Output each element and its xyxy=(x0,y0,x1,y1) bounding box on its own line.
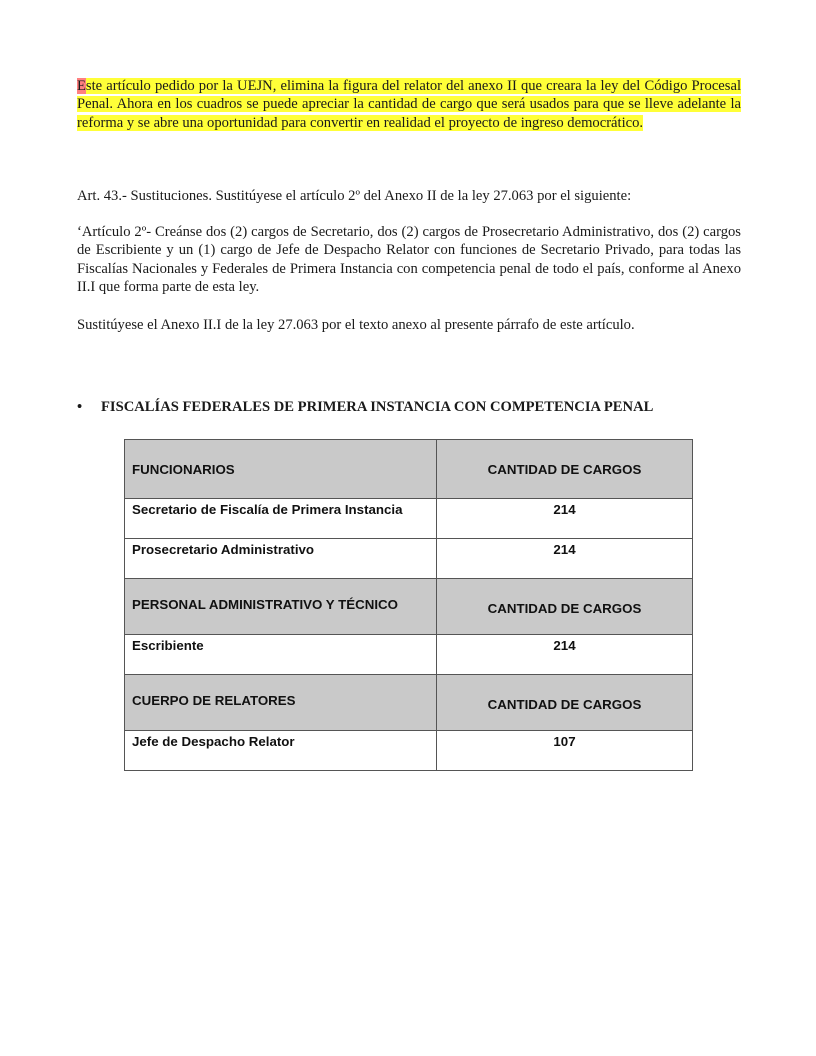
table-header-row xyxy=(125,440,693,499)
table-header-row xyxy=(125,675,693,731)
article-heading: Art. 43.- Sustituciones. Sustitúyese el artículo 2º del Anexo II de la ley 27.063 por el siguiente: xyxy=(77,188,632,204)
section-heading xyxy=(77,398,777,416)
table-row xyxy=(125,731,693,771)
role-cell: Escribiente xyxy=(125,635,437,675)
highlighted-note xyxy=(77,77,741,132)
section-title: FISCALÍAS FEDERALES DE PRIMERA INSTANCIA CON COMPETENCIA PENAL xyxy=(101,399,654,415)
bullet-icon: • xyxy=(77,399,83,415)
count-header: CANTIDAD DE CARGOS xyxy=(437,675,693,731)
table-header-row xyxy=(125,579,693,635)
role-cell: Secretario de Fiscalía de Primera Instancia xyxy=(125,499,437,539)
count-cell: 214 xyxy=(437,539,693,579)
count-header: CANTIDAD DE CARGOS xyxy=(437,440,693,499)
group-header: FUNCIONARIOS xyxy=(125,440,437,499)
count-cell: 214 xyxy=(437,635,693,675)
count-cell: 214 xyxy=(437,499,693,539)
article-quote: ‘Artículo 2º- Creánse dos (2) cargos de Secretario, dos (2) cargos de Prosecretario Administrativo, dos (2) cargos de Escribiente y un (1) cargo de Jefe de Despacho Relator con funciones de Secretario Privado, para todas las Fiscalías Nacionales y Federales de Primera Instancia con competencia penal de todo el país, conforme al Anexo II.I que forma parte de esta ley. xyxy=(77,224,741,295)
article-substitution: Sustitúyese el Anexo II.I de la ley 27.063 por el texto anexo al presente párrafo de este artículo. xyxy=(77,317,635,333)
note-text: ste artículo pedido por la UEJN, elimina la figura del relator del anexo II que creara la ley del Código Procesal Penal. Ahora en los cuadros se puede apreciar la cantidad de cargo que será usados para que se lleve adelante la reforma y se abre una oportunidad para convertir en realidad el proyecto de ingreso democrático. xyxy=(77,78,741,131)
table-row xyxy=(125,539,693,579)
group-header: PERSONAL ADMINISTRATIVO Y TÉCNICO xyxy=(125,579,437,635)
group-header: CUERPO DE RELATORES xyxy=(125,675,437,731)
table-row xyxy=(125,499,693,539)
note-first-letter: E xyxy=(77,78,86,94)
count-header: CANTIDAD DE CARGOS xyxy=(437,579,693,635)
positions-table xyxy=(124,439,693,771)
count-cell: 107 xyxy=(437,731,693,771)
role-cell: Prosecretario Administrativo xyxy=(125,539,437,579)
table-row xyxy=(125,635,693,675)
role-cell: Jefe de Despacho Relator xyxy=(125,731,437,771)
